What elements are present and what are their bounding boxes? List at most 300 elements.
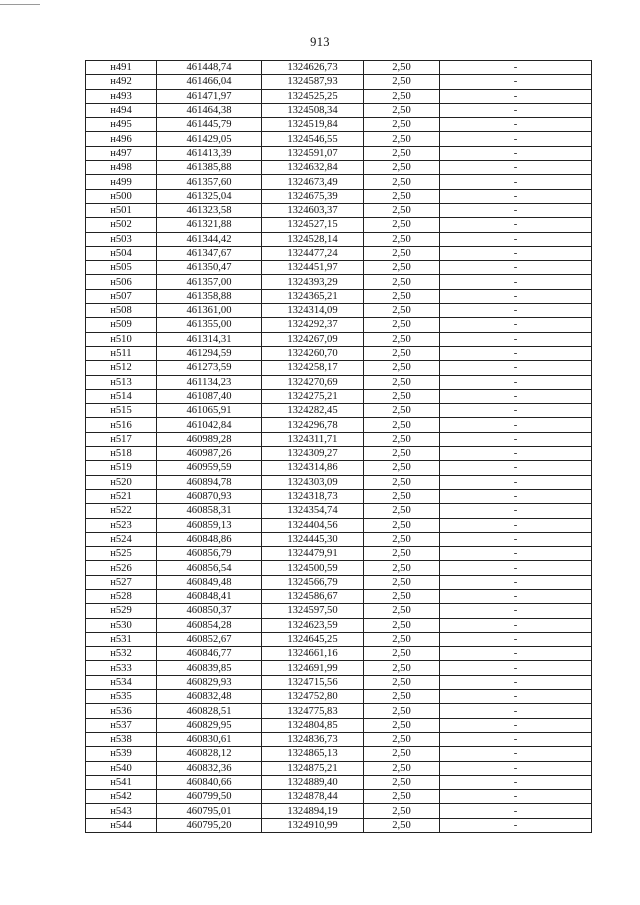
y-coordinate-cell: 1324260,70 [262, 346, 364, 360]
point-cell: н536 [86, 704, 157, 718]
point-cell: н544 [86, 818, 157, 832]
description-cell: - [440, 632, 592, 646]
accuracy-cell: 2,50 [364, 718, 440, 732]
point-cell: н510 [86, 332, 157, 346]
accuracy-cell: 2,50 [364, 375, 440, 389]
point-cell: н494 [86, 103, 157, 117]
table-row [86, 89, 592, 103]
table-row [86, 818, 592, 832]
x-coordinate-cell: 460854,28 [157, 618, 262, 632]
point-cell: н501 [86, 203, 157, 217]
x-coordinate-cell: 460894,78 [157, 475, 262, 489]
accuracy-cell: 2,50 [364, 189, 440, 203]
table-row [86, 618, 592, 632]
description-cell: - [440, 289, 592, 303]
table-row [86, 75, 592, 89]
accuracy-cell: 2,50 [364, 647, 440, 661]
description-cell: - [440, 518, 592, 532]
point-cell: н493 [86, 89, 157, 103]
accuracy-cell: 2,50 [364, 389, 440, 403]
description-cell: - [440, 432, 592, 446]
description-cell: - [440, 89, 592, 103]
x-coordinate-cell: 461344,42 [157, 232, 262, 246]
x-coordinate-cell: 460840,66 [157, 775, 262, 789]
y-coordinate-cell: 1324292,37 [262, 318, 364, 332]
accuracy-cell: 2,50 [364, 632, 440, 646]
accuracy-cell: 2,50 [364, 604, 440, 618]
x-coordinate-cell: 461361,00 [157, 304, 262, 318]
accuracy-cell: 2,50 [364, 203, 440, 217]
accuracy-cell: 2,50 [364, 275, 440, 289]
accuracy-cell: 2,50 [364, 361, 440, 375]
table-row [86, 447, 592, 461]
description-cell: - [440, 146, 592, 160]
y-coordinate-cell: 1324586,67 [262, 589, 364, 603]
table-row [86, 103, 592, 117]
point-cell: н500 [86, 189, 157, 203]
accuracy-cell: 2,50 [364, 432, 440, 446]
y-coordinate-cell: 1324661,16 [262, 647, 364, 661]
y-coordinate-cell: 1324528,14 [262, 232, 364, 246]
y-coordinate-cell: 1324309,27 [262, 447, 364, 461]
table-row [86, 790, 592, 804]
x-coordinate-cell: 460828,12 [157, 747, 262, 761]
point-cell: н530 [86, 618, 157, 632]
accuracy-cell: 2,50 [364, 675, 440, 689]
description-cell: - [440, 690, 592, 704]
point-cell: н531 [86, 632, 157, 646]
table-row [86, 61, 592, 75]
description-cell: - [440, 775, 592, 789]
description-cell: - [440, 618, 592, 632]
y-coordinate-cell: 1324318,73 [262, 489, 364, 503]
table-row [86, 518, 592, 532]
accuracy-cell: 2,50 [364, 404, 440, 418]
page-number: 913 [310, 35, 330, 49]
description-cell: - [440, 761, 592, 775]
description-cell: - [440, 504, 592, 518]
accuracy-cell: 2,50 [364, 318, 440, 332]
x-coordinate-cell: 460829,93 [157, 675, 262, 689]
point-cell: н511 [86, 346, 157, 360]
y-coordinate-cell: 1324546,55 [262, 132, 364, 146]
scan-edge-mark [0, 4, 40, 5]
x-coordinate-cell: 461350,47 [157, 261, 262, 275]
table-row [86, 489, 592, 503]
table-row [86, 232, 592, 246]
accuracy-cell: 2,50 [364, 489, 440, 503]
table-row [86, 404, 592, 418]
y-coordinate-cell: 1324691,99 [262, 661, 364, 675]
point-cell: н513 [86, 375, 157, 389]
table-row [86, 261, 592, 275]
accuracy-cell: 2,50 [364, 75, 440, 89]
table-row [86, 175, 592, 189]
x-coordinate-cell: 460849,48 [157, 575, 262, 589]
x-coordinate-cell: 461325,04 [157, 189, 262, 203]
table-row [86, 690, 592, 704]
table-row [86, 289, 592, 303]
description-cell: - [440, 575, 592, 589]
description-cell: - [440, 75, 592, 89]
accuracy-cell: 2,50 [364, 504, 440, 518]
description-cell: - [440, 589, 592, 603]
x-coordinate-cell: 461429,05 [157, 132, 262, 146]
point-cell: н543 [86, 804, 157, 818]
point-cell: н503 [86, 232, 157, 246]
accuracy-cell: 2,50 [364, 790, 440, 804]
accuracy-cell: 2,50 [364, 618, 440, 632]
x-coordinate-cell: 461413,39 [157, 146, 262, 160]
description-cell: - [440, 418, 592, 432]
y-coordinate-cell: 1324623,59 [262, 618, 364, 632]
point-cell: н523 [86, 518, 157, 532]
description-cell: - [440, 161, 592, 175]
x-coordinate-cell: 461134,23 [157, 375, 262, 389]
y-coordinate-cell: 1324894,19 [262, 804, 364, 818]
table-row [86, 132, 592, 146]
description-cell: - [440, 818, 592, 832]
y-coordinate-cell: 1324715,56 [262, 675, 364, 689]
table-row [86, 275, 592, 289]
x-coordinate-cell: 460987,26 [157, 447, 262, 461]
point-cell: н522 [86, 504, 157, 518]
x-coordinate-cell: 461347,67 [157, 246, 262, 260]
point-cell: н507 [86, 289, 157, 303]
point-cell: н520 [86, 475, 157, 489]
table-row [86, 461, 592, 475]
table-row [86, 718, 592, 732]
point-cell: н504 [86, 246, 157, 260]
description-cell: - [440, 661, 592, 675]
table-row [86, 161, 592, 175]
x-coordinate-cell: 460852,67 [157, 632, 262, 646]
x-coordinate-cell: 460858,31 [157, 504, 262, 518]
accuracy-cell: 2,50 [364, 118, 440, 132]
y-coordinate-cell: 1324889,40 [262, 775, 364, 789]
point-cell: н539 [86, 747, 157, 761]
point-cell: н497 [86, 146, 157, 160]
y-coordinate-cell: 1324875,21 [262, 761, 364, 775]
table-row [86, 575, 592, 589]
point-cell: н495 [86, 118, 157, 132]
description-cell: - [440, 318, 592, 332]
point-cell: н498 [86, 161, 157, 175]
point-cell: н514 [86, 389, 157, 403]
accuracy-cell: 2,50 [364, 475, 440, 489]
x-coordinate-cell: 461464,38 [157, 103, 262, 117]
x-coordinate-cell: 460856,79 [157, 547, 262, 561]
table-row [86, 218, 592, 232]
description-cell: - [440, 461, 592, 475]
y-coordinate-cell: 1324267,09 [262, 332, 364, 346]
accuracy-cell: 2,50 [364, 561, 440, 575]
table-row [86, 547, 592, 561]
y-coordinate-cell: 1324477,24 [262, 246, 364, 260]
x-coordinate-cell: 460859,13 [157, 518, 262, 532]
description-cell: - [440, 261, 592, 275]
accuracy-cell: 2,50 [364, 218, 440, 232]
point-cell: н526 [86, 561, 157, 575]
x-coordinate-cell: 461358,88 [157, 289, 262, 303]
table-row [86, 203, 592, 217]
description-cell: - [440, 547, 592, 561]
table-row [86, 647, 592, 661]
table-row [86, 432, 592, 446]
point-cell: н518 [86, 447, 157, 461]
description-cell: - [440, 447, 592, 461]
x-coordinate-cell: 460828,51 [157, 704, 262, 718]
point-cell: н506 [86, 275, 157, 289]
table-row [86, 304, 592, 318]
table-row [86, 589, 592, 603]
y-coordinate-cell: 1324314,09 [262, 304, 364, 318]
table-row [86, 604, 592, 618]
point-cell: н533 [86, 661, 157, 675]
description-cell: - [440, 790, 592, 804]
accuracy-cell: 2,50 [364, 518, 440, 532]
accuracy-cell: 2,50 [364, 661, 440, 675]
x-coordinate-cell: 460795,01 [157, 804, 262, 818]
description-cell: - [440, 647, 592, 661]
y-coordinate-cell: 1324354,74 [262, 504, 364, 518]
y-coordinate-cell: 1324836,73 [262, 732, 364, 746]
accuracy-cell: 2,50 [364, 818, 440, 832]
accuracy-cell: 2,50 [364, 804, 440, 818]
x-coordinate-cell: 460795,20 [157, 818, 262, 832]
y-coordinate-cell: 1324597,50 [262, 604, 364, 618]
point-cell: н516 [86, 418, 157, 432]
description-cell: - [440, 103, 592, 117]
table-row [86, 775, 592, 789]
y-coordinate-cell: 1324591,07 [262, 146, 364, 160]
accuracy-cell: 2,50 [364, 775, 440, 789]
table-row [86, 804, 592, 818]
x-coordinate-cell: 460839,85 [157, 661, 262, 675]
y-coordinate-cell: 1324632,84 [262, 161, 364, 175]
y-coordinate-cell: 1324675,39 [262, 189, 364, 203]
x-coordinate-cell: 461065,91 [157, 404, 262, 418]
accuracy-cell: 2,50 [364, 704, 440, 718]
x-coordinate-cell: 461321,88 [157, 218, 262, 232]
point-cell: н527 [86, 575, 157, 589]
description-cell: - [440, 61, 592, 75]
point-cell: н509 [86, 318, 157, 332]
y-coordinate-cell: 1324645,25 [262, 632, 364, 646]
y-coordinate-cell: 1324404,56 [262, 518, 364, 532]
x-coordinate-cell: 461087,40 [157, 389, 262, 403]
accuracy-cell: 2,50 [364, 547, 440, 561]
y-coordinate-cell: 1324775,83 [262, 704, 364, 718]
accuracy-cell: 2,50 [364, 575, 440, 589]
point-cell: н542 [86, 790, 157, 804]
x-coordinate-cell: 461323,58 [157, 203, 262, 217]
table-row [86, 332, 592, 346]
point-cell: н496 [86, 132, 157, 146]
y-coordinate-cell: 1324479,91 [262, 547, 364, 561]
x-coordinate-cell: 460799,50 [157, 790, 262, 804]
x-coordinate-cell: 460870,93 [157, 489, 262, 503]
y-coordinate-cell: 1324865,13 [262, 747, 364, 761]
x-coordinate-cell: 461445,79 [157, 118, 262, 132]
description-cell: - [440, 304, 592, 318]
point-cell: н512 [86, 361, 157, 375]
table-row [86, 632, 592, 646]
table-row [86, 675, 592, 689]
point-cell: н541 [86, 775, 157, 789]
description-cell: - [440, 375, 592, 389]
accuracy-cell: 2,50 [364, 418, 440, 432]
x-coordinate-cell: 460848,41 [157, 589, 262, 603]
y-coordinate-cell: 1324910,99 [262, 818, 364, 832]
y-coordinate-cell: 1324500,59 [262, 561, 364, 575]
point-cell: н540 [86, 761, 157, 775]
accuracy-cell: 2,50 [364, 332, 440, 346]
y-coordinate-cell: 1324878,44 [262, 790, 364, 804]
table-row [86, 532, 592, 546]
description-cell: - [440, 747, 592, 761]
y-coordinate-cell: 1324393,29 [262, 275, 364, 289]
point-cell: н519 [86, 461, 157, 475]
y-coordinate-cell: 1324519,84 [262, 118, 364, 132]
accuracy-cell: 2,50 [364, 61, 440, 75]
y-coordinate-cell: 1324626,73 [262, 61, 364, 75]
description-cell: - [440, 346, 592, 360]
accuracy-cell: 2,50 [364, 461, 440, 475]
point-cell: н524 [86, 532, 157, 546]
table-row [86, 346, 592, 360]
point-cell: н525 [86, 547, 157, 561]
table-row [86, 146, 592, 160]
description-cell: - [440, 604, 592, 618]
point-cell: н528 [86, 589, 157, 603]
x-coordinate-cell: 461385,88 [157, 161, 262, 175]
accuracy-cell: 2,50 [364, 132, 440, 146]
point-cell: н499 [86, 175, 157, 189]
description-cell: - [440, 189, 592, 203]
x-coordinate-cell: 460832,48 [157, 690, 262, 704]
table-row [86, 189, 592, 203]
x-coordinate-cell: 461357,00 [157, 275, 262, 289]
x-coordinate-cell: 460850,37 [157, 604, 262, 618]
point-cell: н508 [86, 304, 157, 318]
y-coordinate-cell: 1324804,85 [262, 718, 364, 732]
accuracy-cell: 2,50 [364, 761, 440, 775]
accuracy-cell: 2,50 [364, 232, 440, 246]
y-coordinate-cell: 1324451,97 [262, 261, 364, 275]
table-row [86, 561, 592, 575]
point-cell: н538 [86, 732, 157, 746]
accuracy-cell: 2,50 [364, 447, 440, 461]
description-cell: - [440, 561, 592, 575]
x-coordinate-cell: 461294,59 [157, 346, 262, 360]
accuracy-cell: 2,50 [364, 175, 440, 189]
table-row [86, 375, 592, 389]
description-cell: - [440, 404, 592, 418]
y-coordinate-cell: 1324303,09 [262, 475, 364, 489]
x-coordinate-cell: 460846,77 [157, 647, 262, 661]
accuracy-cell: 2,50 [364, 346, 440, 360]
y-coordinate-cell: 1324508,34 [262, 103, 364, 117]
description-cell: - [440, 361, 592, 375]
accuracy-cell: 2,50 [364, 246, 440, 260]
x-coordinate-cell: 461355,00 [157, 318, 262, 332]
y-coordinate-cell: 1324445,30 [262, 532, 364, 546]
accuracy-cell: 2,50 [364, 289, 440, 303]
x-coordinate-cell: 461314,31 [157, 332, 262, 346]
accuracy-cell: 2,50 [364, 146, 440, 160]
accuracy-cell: 2,50 [364, 89, 440, 103]
point-cell: н515 [86, 404, 157, 418]
table-row [86, 732, 592, 746]
y-coordinate-cell: 1324270,69 [262, 375, 364, 389]
description-cell: - [440, 732, 592, 746]
description-cell: - [440, 246, 592, 260]
table-row [86, 747, 592, 761]
accuracy-cell: 2,50 [364, 690, 440, 704]
y-coordinate-cell: 1324587,93 [262, 75, 364, 89]
y-coordinate-cell: 1324752,80 [262, 690, 364, 704]
point-cell: н521 [86, 489, 157, 503]
y-coordinate-cell: 1324673,49 [262, 175, 364, 189]
coordinates-table-body [86, 61, 592, 833]
x-coordinate-cell: 461471,97 [157, 89, 262, 103]
description-cell: - [440, 203, 592, 217]
description-cell: - [440, 132, 592, 146]
point-cell: н529 [86, 604, 157, 618]
x-coordinate-cell: 460830,61 [157, 732, 262, 746]
table-row [86, 418, 592, 432]
y-coordinate-cell: 1324296,78 [262, 418, 364, 432]
point-cell: н492 [86, 75, 157, 89]
coordinates-table [85, 60, 592, 833]
x-coordinate-cell: 460848,86 [157, 532, 262, 546]
y-coordinate-cell: 1324314,86 [262, 461, 364, 475]
accuracy-cell: 2,50 [364, 103, 440, 117]
accuracy-cell: 2,50 [364, 304, 440, 318]
description-cell: - [440, 332, 592, 346]
x-coordinate-cell: 461448,74 [157, 61, 262, 75]
description-cell: - [440, 489, 592, 503]
point-cell: н502 [86, 218, 157, 232]
accuracy-cell: 2,50 [364, 732, 440, 746]
x-coordinate-cell: 461042,84 [157, 418, 262, 432]
x-coordinate-cell: 460989,28 [157, 432, 262, 446]
y-coordinate-cell: 1324311,71 [262, 432, 364, 446]
table-row [86, 318, 592, 332]
x-coordinate-cell: 461357,60 [157, 175, 262, 189]
point-cell: н534 [86, 675, 157, 689]
point-cell: н535 [86, 690, 157, 704]
description-cell: - [440, 675, 592, 689]
x-coordinate-cell: 460832,36 [157, 761, 262, 775]
y-coordinate-cell: 1324525,25 [262, 89, 364, 103]
y-coordinate-cell: 1324527,15 [262, 218, 364, 232]
y-coordinate-cell: 1324603,37 [262, 203, 364, 217]
description-cell: - [440, 532, 592, 546]
table-row [86, 761, 592, 775]
description-cell: - [440, 218, 592, 232]
accuracy-cell: 2,50 [364, 161, 440, 175]
description-cell: - [440, 804, 592, 818]
description-cell: - [440, 475, 592, 489]
table-row [86, 661, 592, 675]
accuracy-cell: 2,50 [364, 747, 440, 761]
x-coordinate-cell: 460856,54 [157, 561, 262, 575]
description-cell: - [440, 704, 592, 718]
x-coordinate-cell: 460829,95 [157, 718, 262, 732]
point-cell: н505 [86, 261, 157, 275]
